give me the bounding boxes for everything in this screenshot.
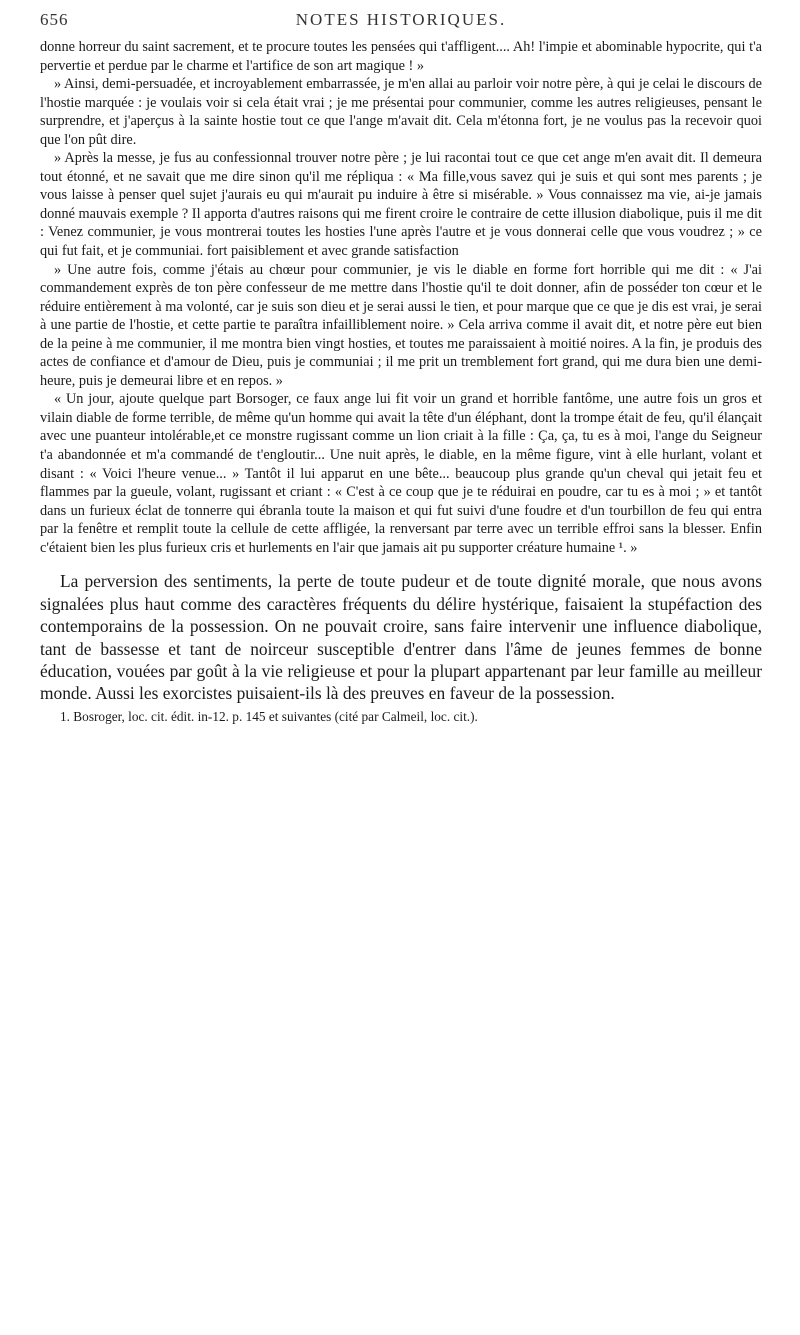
page-body <box>40 38 762 725</box>
running-title: NOTES HISTORIQUES. <box>295 10 507 29</box>
footnote: 1. Bosroger, loc. cit. édit. in-12. p. 145 et suivantes (cité par Calmeil, loc. cit.). <box>60 708 478 724</box>
quote-paragraph-2: » Ainsi, demi-persuadée, et incroyablement embarrassée, je m'en allai au parloir voir notre père, à qui je celai le discours de l'hostie marquée : je voulais voir si cela était vrai ; je me présentai pour communier, comme les autres religieuses, pensant le surprendre, et j'aperçus à la sainte hostie tout ce que l'ange m'avait dit. Cela m'étonna fort, je ne voulus pas la recevoir quoi que l'on pût dire. <box>40 76 762 148</box>
page-number: 656 <box>40 10 69 29</box>
quote-paragraph-5: « Un jour, ajoute quelque part Borsoger, ce faux ange lui fit voir un grand et horrible fantôme, une autre fois un gros et vilain diable de forme terrible, de même qu'un homme qui avait la tête d'un éléphant, dont la trompe était de feu, qu'il élançait avec une puanteur intolérable,et ce monstre rugissant comme un lion criait à la fille : Ça, ça, tu es à moi, l'ange du Seigneur t'a abandonnée et m'a commandé de t'engloutir... Une nuit après, le diable, en la même figure, vint à elle hurlant, volant et disant : « Voici l'heure venue... » Tantôt il lui apparut en une bête... beaucoup plus grande qu'un cheval qui jetait feu et flammes par la gueule, volant, rugissant et criant : « C'est à ce coup que je te réduirai en poudre, car tu es à moi ; » et tantôt dans un furieux éclat de tonnerre qui ébranla toute la maison et qui fut suivi d'une foudre et d'un tourbillon de feu qui entra par la fenêtre et remplit toute la cellule de cette affligée, la renversant par terre avec un terrible effroi sans la blesser. Enfin c'étaient bien les plus furieux cris et hurlements en l'air que jamais ait pu supporter créature humaine ¹. » <box>40 391 762 556</box>
quote-paragraph-3: » Après la messe, je fus au confessionnal trouver notre père ; je lui racontai tout ce que cet ange m'en avait dit. Il demeura tout étonné, et ne savait que me dire sinon qu'il me répliqua : « Ma fille,vous savez qui je suis et qui sont mes parents ; je vous laisse à penser quel sujet j'aurais eu qui m'aurait pu induire à être si misérable. » Vous connaissez ma vie, ai-je jamais donné mauvais exemple ? Il apporta d'autres raisons qui me firent croire le contraire de cette illusion diabolique, puis il me dit : Venez communier, je vous montrerai toutes les hosties l'une après l'autre et je vous donnerai celle que vous voudrez ; » ce qui fut fait, et je communiai. fort paisiblement et avec grande satisfaction <box>40 150 762 260</box>
quote-paragraph-4: » Une autre fois, comme j'étais au chœur pour communier, je vis le diable en forme fort horrible qui me dit : « J'ai commandement exprès de ton père confesseur de me mettre dans l'hostie qu'il te doit donner, afin de posséder ton cœur et le réduire entièrement à ma volonté, car je suis son dieu et je serai aussi le tien, et pour marque que ce que je dis est vrai, je serai à une partie de l'hostie, et cette partie te paraîtra infailliblement noire. » Cela arriva comme il avait dit, et notre père eut bien de la peine à me communier, il me montra bien vingt hosties, et toutes me paraissaient à moitié noires. A la fin, je produis des actes de confiance et d'amour de Dieu, puis je communiai ; il me prit un tremblement fort grand, qui me dura bien une demi-heure, puis je demeurai libre et en repos. » <box>40 261 762 389</box>
quote-paragraph-1: donne horreur du saint sacrement, et te procure toutes les pensées qui t'affligent.... Ah! l'impie et abominable hypocrite, qui t'a pervertie et perdue par le charme et l'artifice de son art magique ! » <box>40 39 762 74</box>
page-header <box>40 10 762 34</box>
main-paragraph: La perversion des sentiments, la perte de toute pudeur et de toute dignité morale, que nous avons signalées plus haut comme des caractères fréquents du délire hystérique, faisaient la stupéfaction des contemporains de la possession. On ne pouvait croire, sans faire intervenir une influence diabolique, tant de bassesse et tant de noirceur susceptible d'entrer dans l'âme de jeunes femmes de bonne éducation, vouées par goût à la vie religieuse et pour la plupart appartenant par leur famille au meilleur monde. Aussi les exorcistes puisaient-ils là des preuves en faveur de la possession. <box>40 571 762 704</box>
quoted-passage <box>40 38 762 557</box>
